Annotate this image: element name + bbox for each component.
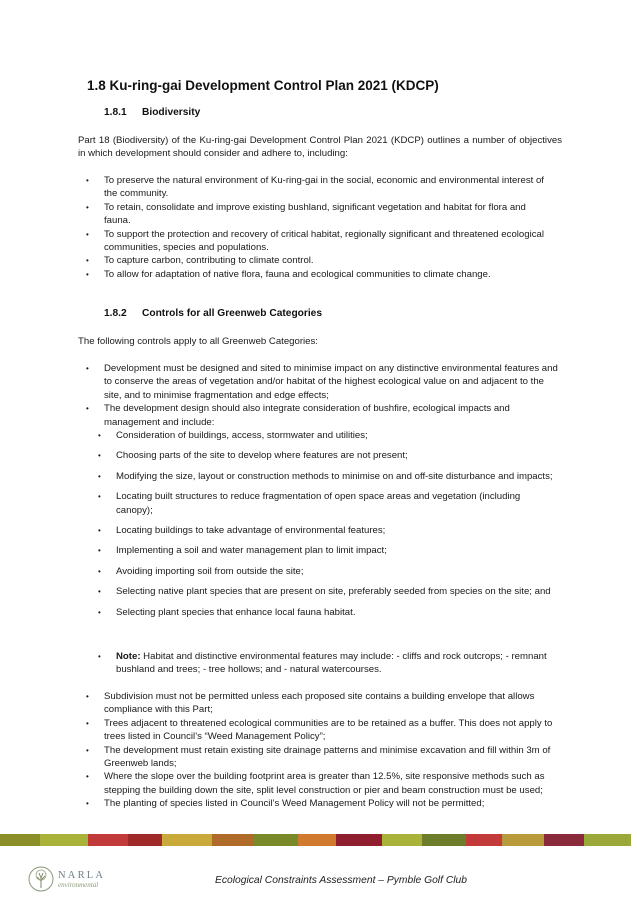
control-item-text: The development design should also integrate consideration of bushfire, ecological impacts and management and include: <box>104 403 510 428</box>
objective-item <box>86 228 554 255</box>
bullet-icon: • <box>98 587 101 597</box>
sub-control-item <box>98 449 559 462</box>
control-item-text: Subdivision must not be permitted unless each proposed site contains a building envelope that allows compliance with this Part; <box>104 691 535 716</box>
objective-item-text: To support the protection and recovery of critical habitat, regionally significant and threatened ecological communities, species and populations. <box>104 228 544 254</box>
band-segment <box>382 834 422 846</box>
bullet-icon: • <box>86 692 89 701</box>
sub-control-item <box>98 429 559 442</box>
band-segment <box>162 834 212 846</box>
control-item-text: Trees adjacent to threatened ecological communities are to be retained as a buffer. This does not apply to trees listed in Council’s “Weed Management Policy”; <box>104 717 553 743</box>
section-heading-controls <box>104 308 322 319</box>
sub-control-item <box>98 490 559 517</box>
band-segment <box>298 834 336 846</box>
control-item <box>86 402 559 429</box>
band-segment <box>0 834 40 846</box>
decorative-color-band <box>0 834 637 846</box>
bullet-icon: • <box>86 772 89 782</box>
bullet-icon: • <box>98 652 101 661</box>
control-item-text: The development must retain existing site drainage patterns and minimise excavation and fill within 3m of Greenweb lands; <box>104 744 551 770</box>
sub-control-item <box>98 524 559 537</box>
objective-item <box>86 254 554 267</box>
control-item <box>86 770 559 797</box>
objective-item <box>86 201 554 228</box>
sub-control-item-text: Selecting plant species that enhance local fauna habitat. <box>116 606 356 618</box>
bullet-icon: • <box>86 404 89 414</box>
narla-logo <box>28 866 105 892</box>
controls-list-b <box>86 690 559 811</box>
logo-name: NARLA <box>58 869 106 881</box>
band-segment <box>502 834 544 846</box>
sub-control-item <box>98 470 559 483</box>
section-number: 1.8.2 <box>104 308 127 319</box>
controls-intro: The following controls apply to all Greenweb Categories: <box>78 336 318 347</box>
bullet-icon: • <box>86 202 89 212</box>
control-item <box>86 744 559 771</box>
sub-control-item-text: Locating built structures to reduce fragmentation of open space areas and vegetation (including canopy); <box>116 491 521 516</box>
band-segment <box>254 834 298 846</box>
objectives-list <box>86 174 554 281</box>
band-segment <box>466 834 502 846</box>
bullet-icon: • <box>86 176 89 185</box>
control-item <box>86 717 559 744</box>
objective-item <box>86 268 554 281</box>
note-text: Habitat and distinctive environmental features may include: - cliffs and rock outcrops; - remnant bushland and trees; - tree hollows; and - natural watercourses. <box>116 651 547 676</box>
bullet-icon: • <box>86 269 89 279</box>
control-item <box>86 362 559 402</box>
page-heading: 1.8 Ku-ring-gai Development Control Plan 2021 (KDCP) <box>87 78 439 93</box>
sub-control-item-text: Choosing parts of the site to develop where features are not present; <box>116 450 408 462</box>
note-item <box>98 650 559 677</box>
control-item-text: Where the slope over the building footprint area is greater than 12.5%, site responsive methods such as stepping the building down the site, split level construction or pier and beam construction must be used; <box>104 771 545 796</box>
band-segment <box>422 834 466 846</box>
sub-control-item <box>98 606 559 619</box>
band-segment <box>544 834 584 846</box>
bullet-icon: • <box>98 607 101 617</box>
section-title: Controls for all Greenweb Categories <box>142 308 323 319</box>
bullet-icon: • <box>98 526 101 536</box>
controls-list-a <box>86 362 559 429</box>
bullet-icon: • <box>98 566 101 576</box>
sub-control-item-text: Implementing a soil and water management plan to limit impact; <box>116 545 387 557</box>
bullet-icon: • <box>98 471 101 481</box>
footer-title: Ecological Constraints Assessment – Pymble Golf Club <box>215 875 467 886</box>
section-number: 1.8.1 <box>104 107 127 118</box>
band-segment <box>336 834 382 846</box>
section-title: Biodiversity <box>142 107 201 118</box>
objective-item-text: To capture carbon, contributing to climate control. <box>104 255 314 267</box>
band-segment <box>88 834 128 846</box>
band-segment <box>212 834 254 846</box>
intro-paragraph: Part 18 (Biodiversity) of the Ku-ring-gai Development Control Plan 2021 (KDCP) outlines a number of objectives in which development should consider and adhere to, including: <box>78 135 562 160</box>
band-segment <box>128 834 162 846</box>
band-segment <box>584 834 631 846</box>
tree-logo-icon <box>28 866 54 892</box>
control-item-text: Development must be designed and sited to minimise impact on any distinctive environmental features and to conserve the areas of vegetation and/or habitat of the highest ecological value on and adjacent to the site, and to minimise fragmentation and edge effects; <box>104 363 558 401</box>
bullet-icon: • <box>98 431 101 440</box>
control-item-text: The planting of species listed in Council’s Weed Management Policy will not be permitted; <box>104 798 485 810</box>
bullet-icon: • <box>98 492 101 502</box>
sub-control-item <box>98 544 559 557</box>
logo-subtitle: environmental <box>58 880 99 889</box>
bullet-icon: • <box>86 256 89 266</box>
sub-control-item <box>98 585 559 598</box>
bullet-icon: • <box>98 546 101 556</box>
bullet-icon: • <box>86 718 89 728</box>
bullet-icon: • <box>86 364 89 373</box>
note-label: Note: <box>116 651 141 662</box>
objective-item-text: To preserve the natural environment of Ku-ring-gai in the social, economic and environmental interest of the community. <box>104 175 544 200</box>
bullet-icon: • <box>86 799 89 809</box>
sub-controls-list <box>98 429 559 626</box>
sub-control-item <box>98 565 559 578</box>
sub-control-item-text: Selecting native plant species that are present on site, preferably seeded from species on the site; and <box>116 586 551 598</box>
objective-item-text: To allow for adaptation of native flora, fauna and ecological communities to climate change. <box>104 268 491 280</box>
sub-control-item-text: Locating buildings to take advantage of environmental features; <box>116 525 386 537</box>
sub-control-item-text: Consideration of buildings, access, stormwater and utilities; <box>116 430 368 441</box>
sub-control-item-text: Avoiding importing soil from outside the site; <box>116 565 304 577</box>
objective-item-text: To retain, consolidate and improve existing bushland, significant vegetation and habitat for flora and fauna. <box>104 201 526 227</box>
bullet-icon: • <box>86 745 89 755</box>
bullet-icon: • <box>98 451 101 461</box>
section-heading-biodiversity <box>104 107 200 118</box>
control-item <box>86 797 559 810</box>
control-item <box>86 690 559 717</box>
bullet-icon: • <box>86 229 89 239</box>
sub-control-item-text: Modifying the size, layout or construction methods to minimise on and off-site disturbance and impacts; <box>116 470 553 482</box>
objective-item <box>86 174 554 201</box>
note-list <box>98 650 559 677</box>
band-segment <box>40 834 88 846</box>
